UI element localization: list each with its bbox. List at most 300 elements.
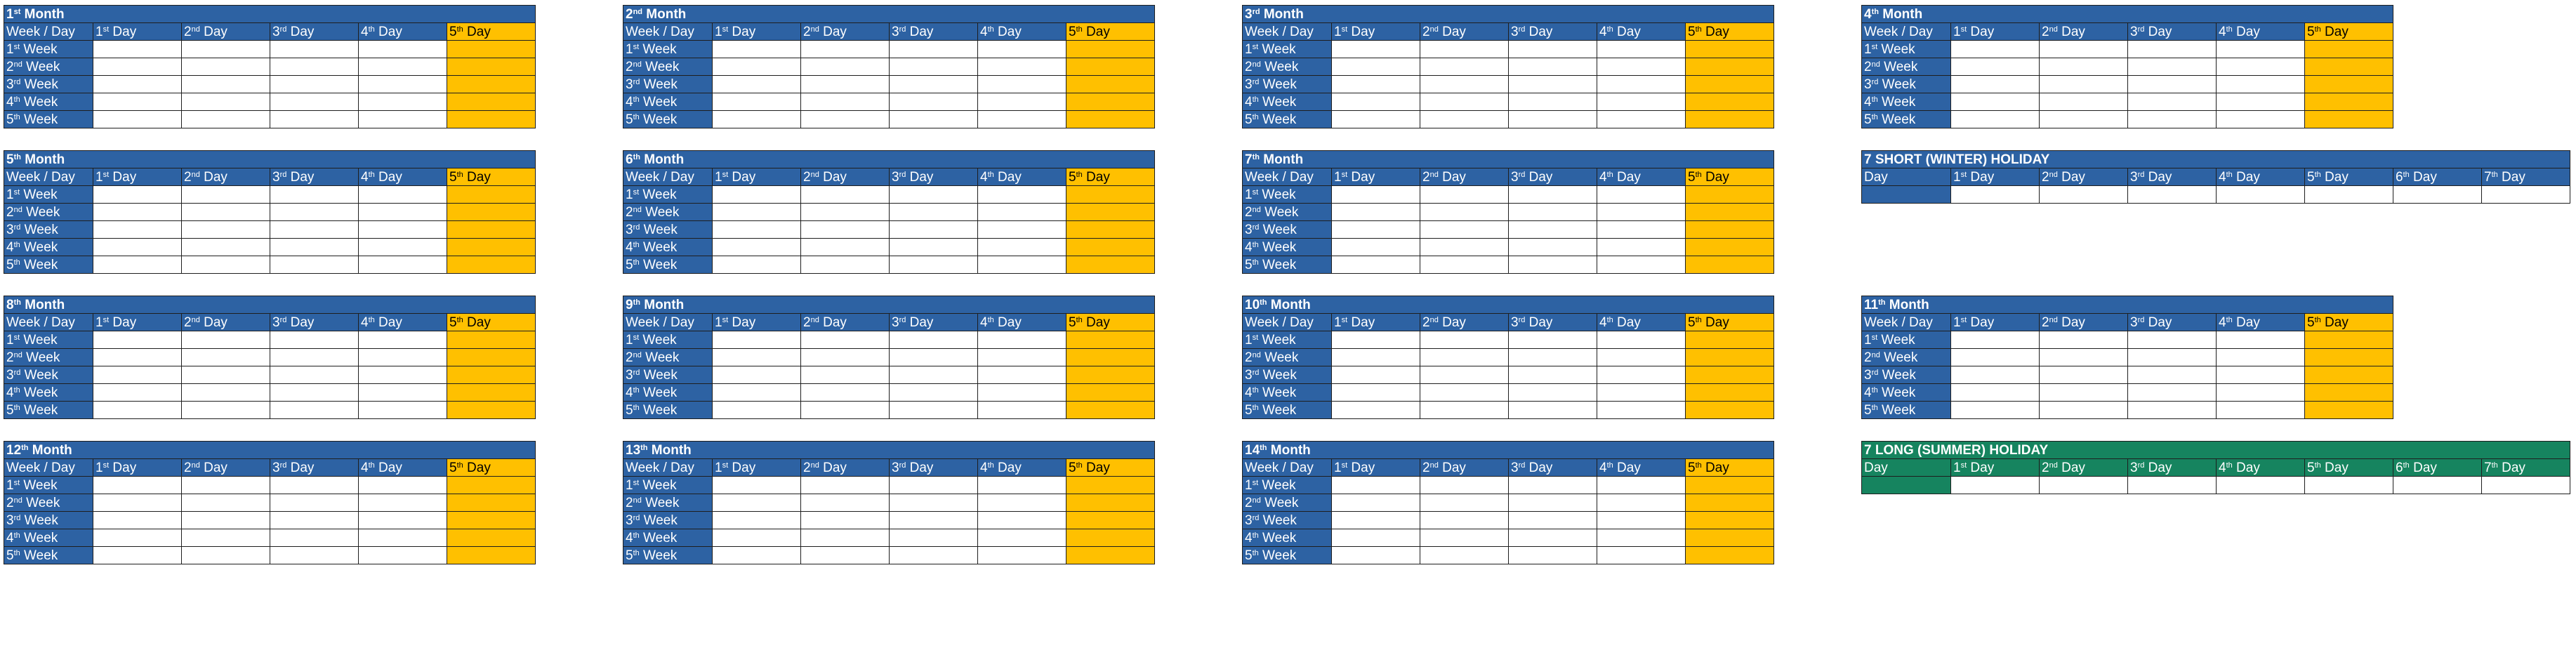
day-cell[interactable] <box>359 93 447 111</box>
day-cell[interactable] <box>447 402 536 419</box>
day-cell[interactable] <box>1066 494 1155 512</box>
holiday-day-cell[interactable] <box>1951 186 2040 204</box>
day-cell[interactable] <box>890 529 978 547</box>
day-cell[interactable] <box>1420 239 1509 256</box>
day-cell[interactable] <box>93 221 182 239</box>
day-cell[interactable] <box>1686 331 1774 349</box>
day-cell[interactable] <box>713 111 801 128</box>
day-cell[interactable] <box>359 384 447 402</box>
day-cell[interactable] <box>2128 366 2217 384</box>
day-cell[interactable] <box>978 256 1066 274</box>
day-cell[interactable] <box>270 204 359 221</box>
day-cell[interactable] <box>1951 76 2040 93</box>
day-cell[interactable] <box>270 111 359 128</box>
day-cell[interactable] <box>93 366 182 384</box>
day-cell[interactable] <box>2128 76 2217 93</box>
day-cell[interactable] <box>2217 41 2305 58</box>
day-cell[interactable] <box>1509 204 1597 221</box>
day-cell[interactable] <box>1597 366 1686 384</box>
day-cell[interactable] <box>1332 477 1420 494</box>
day-cell[interactable] <box>713 547 801 564</box>
day-cell[interactable] <box>801 547 890 564</box>
day-cell[interactable] <box>978 239 1066 256</box>
day-cell[interactable] <box>1420 186 1509 204</box>
holiday-day-cell[interactable] <box>2128 477 2217 494</box>
day-cell[interactable] <box>713 402 801 419</box>
day-cell[interactable] <box>890 366 978 384</box>
day-cell[interactable] <box>93 529 182 547</box>
day-cell[interactable] <box>1951 384 2040 402</box>
day-cell[interactable] <box>1420 547 1509 564</box>
day-cell[interactable] <box>2128 93 2217 111</box>
day-cell[interactable] <box>978 547 1066 564</box>
day-cell[interactable] <box>1509 366 1597 384</box>
day-cell[interactable] <box>2217 402 2305 419</box>
day-cell[interactable] <box>182 547 270 564</box>
day-cell[interactable] <box>1597 58 1686 76</box>
day-cell[interactable] <box>1332 93 1420 111</box>
day-cell[interactable] <box>447 111 536 128</box>
day-cell[interactable] <box>890 204 978 221</box>
day-cell[interactable] <box>890 111 978 128</box>
day-cell[interactable] <box>93 512 182 529</box>
day-cell[interactable] <box>182 221 270 239</box>
day-cell[interactable] <box>359 186 447 204</box>
day-cell[interactable] <box>182 58 270 76</box>
day-cell[interactable] <box>978 529 1066 547</box>
day-cell[interactable] <box>1597 186 1686 204</box>
day-cell[interactable] <box>2040 402 2128 419</box>
holiday-day-cell[interactable] <box>2482 477 2570 494</box>
day-cell[interactable] <box>1066 93 1155 111</box>
day-cell[interactable] <box>182 384 270 402</box>
day-cell[interactable] <box>2040 349 2128 366</box>
holiday-day-cell[interactable] <box>2040 477 2128 494</box>
day-cell[interactable] <box>1420 529 1509 547</box>
day-cell[interactable] <box>359 221 447 239</box>
day-cell[interactable] <box>1686 349 1774 366</box>
day-cell[interactable] <box>2040 384 2128 402</box>
day-cell[interactable] <box>2128 331 2217 349</box>
day-cell[interactable] <box>359 256 447 274</box>
day-cell[interactable] <box>1066 76 1155 93</box>
day-cell[interactable] <box>182 186 270 204</box>
day-cell[interactable] <box>2040 41 2128 58</box>
day-cell[interactable] <box>2128 111 2217 128</box>
day-cell[interactable] <box>1420 76 1509 93</box>
day-cell[interactable] <box>1066 384 1155 402</box>
day-cell[interactable] <box>270 512 359 529</box>
day-cell[interactable] <box>801 239 890 256</box>
day-cell[interactable] <box>182 477 270 494</box>
day-cell[interactable] <box>1332 402 1420 419</box>
day-cell[interactable] <box>1509 529 1597 547</box>
day-cell[interactable] <box>1597 256 1686 274</box>
day-cell[interactable] <box>1332 331 1420 349</box>
day-cell[interactable] <box>978 349 1066 366</box>
day-cell[interactable] <box>1686 41 1774 58</box>
day-cell[interactable] <box>447 204 536 221</box>
day-cell[interactable] <box>1420 402 1509 419</box>
day-cell[interactable] <box>2305 402 2393 419</box>
day-cell[interactable] <box>2040 111 2128 128</box>
day-cell[interactable] <box>801 366 890 384</box>
day-cell[interactable] <box>2217 331 2305 349</box>
day-cell[interactable] <box>1066 366 1155 384</box>
day-cell[interactable] <box>2305 58 2393 76</box>
day-cell[interactable] <box>1597 93 1686 111</box>
day-cell[interactable] <box>890 221 978 239</box>
day-cell[interactable] <box>1597 512 1686 529</box>
day-cell[interactable] <box>1686 529 1774 547</box>
day-cell[interactable] <box>890 186 978 204</box>
day-cell[interactable] <box>801 494 890 512</box>
day-cell[interactable] <box>447 384 536 402</box>
day-cell[interactable] <box>978 204 1066 221</box>
day-cell[interactable] <box>978 58 1066 76</box>
day-cell[interactable] <box>447 41 536 58</box>
day-cell[interactable] <box>1332 349 1420 366</box>
day-cell[interactable] <box>1686 384 1774 402</box>
day-cell[interactable] <box>1420 494 1509 512</box>
day-cell[interactable] <box>359 512 447 529</box>
day-cell[interactable] <box>1597 402 1686 419</box>
day-cell[interactable] <box>93 76 182 93</box>
day-cell[interactable] <box>93 111 182 128</box>
day-cell[interactable] <box>270 402 359 419</box>
day-cell[interactable] <box>2217 349 2305 366</box>
day-cell[interactable] <box>93 494 182 512</box>
day-cell[interactable] <box>182 41 270 58</box>
day-cell[interactable] <box>1597 384 1686 402</box>
day-cell[interactable] <box>1597 349 1686 366</box>
day-cell[interactable] <box>1951 93 2040 111</box>
day-cell[interactable] <box>1066 186 1155 204</box>
day-cell[interactable] <box>447 349 536 366</box>
day-cell[interactable] <box>1509 512 1597 529</box>
day-cell[interactable] <box>890 41 978 58</box>
day-cell[interactable] <box>1951 331 2040 349</box>
day-cell[interactable] <box>93 349 182 366</box>
day-cell[interactable] <box>890 239 978 256</box>
day-cell[interactable] <box>1332 76 1420 93</box>
day-cell[interactable] <box>1597 41 1686 58</box>
day-cell[interactable] <box>1951 111 2040 128</box>
day-cell[interactable] <box>1686 494 1774 512</box>
day-cell[interactable] <box>2217 384 2305 402</box>
day-cell[interactable] <box>182 204 270 221</box>
day-cell[interactable] <box>890 76 978 93</box>
day-cell[interactable] <box>1597 477 1686 494</box>
day-cell[interactable] <box>1332 204 1420 221</box>
day-cell[interactable] <box>1066 547 1155 564</box>
day-cell[interactable] <box>359 111 447 128</box>
day-cell[interactable] <box>270 529 359 547</box>
day-cell[interactable] <box>2217 366 2305 384</box>
day-cell[interactable] <box>182 494 270 512</box>
day-cell[interactable] <box>1509 186 1597 204</box>
day-cell[interactable] <box>447 239 536 256</box>
day-cell[interactable] <box>1686 58 1774 76</box>
day-cell[interactable] <box>801 529 890 547</box>
day-cell[interactable] <box>447 256 536 274</box>
day-cell[interactable] <box>978 41 1066 58</box>
day-cell[interactable] <box>359 76 447 93</box>
day-cell[interactable] <box>2217 58 2305 76</box>
day-cell[interactable] <box>801 512 890 529</box>
day-cell[interactable] <box>447 331 536 349</box>
day-cell[interactable] <box>2128 384 2217 402</box>
holiday-day-cell[interactable] <box>2040 186 2128 204</box>
day-cell[interactable] <box>1509 547 1597 564</box>
day-cell[interactable] <box>1066 529 1155 547</box>
day-cell[interactable] <box>978 111 1066 128</box>
day-cell[interactable] <box>447 366 536 384</box>
day-cell[interactable] <box>270 349 359 366</box>
day-cell[interactable] <box>1332 41 1420 58</box>
day-cell[interactable] <box>1509 477 1597 494</box>
day-cell[interactable] <box>890 547 978 564</box>
day-cell[interactable] <box>1332 529 1420 547</box>
day-cell[interactable] <box>1597 221 1686 239</box>
day-cell[interactable] <box>1951 366 2040 384</box>
day-cell[interactable] <box>713 494 801 512</box>
day-cell[interactable] <box>1420 204 1509 221</box>
day-cell[interactable] <box>1332 547 1420 564</box>
day-cell[interactable] <box>1686 477 1774 494</box>
day-cell[interactable] <box>447 477 536 494</box>
day-cell[interactable] <box>1420 384 1509 402</box>
day-cell[interactable] <box>1420 93 1509 111</box>
day-cell[interactable] <box>447 529 536 547</box>
day-cell[interactable] <box>1332 239 1420 256</box>
day-cell[interactable] <box>801 221 890 239</box>
day-cell[interactable] <box>1332 58 1420 76</box>
day-cell[interactable] <box>182 76 270 93</box>
day-cell[interactable] <box>978 402 1066 419</box>
day-cell[interactable] <box>447 221 536 239</box>
day-cell[interactable] <box>1686 204 1774 221</box>
day-cell[interactable] <box>713 384 801 402</box>
day-cell[interactable] <box>1686 76 1774 93</box>
day-cell[interactable] <box>1686 239 1774 256</box>
day-cell[interactable] <box>1686 93 1774 111</box>
day-cell[interactable] <box>1420 331 1509 349</box>
day-cell[interactable] <box>2305 349 2393 366</box>
day-cell[interactable] <box>93 547 182 564</box>
day-cell[interactable] <box>1951 58 2040 76</box>
day-cell[interactable] <box>2040 58 2128 76</box>
day-cell[interactable] <box>447 93 536 111</box>
day-cell[interactable] <box>713 366 801 384</box>
day-cell[interactable] <box>1066 256 1155 274</box>
day-cell[interactable] <box>93 93 182 111</box>
day-cell[interactable] <box>713 221 801 239</box>
day-cell[interactable] <box>93 256 182 274</box>
day-cell[interactable] <box>270 186 359 204</box>
day-cell[interactable] <box>978 186 1066 204</box>
day-cell[interactable] <box>359 58 447 76</box>
day-cell[interactable] <box>447 512 536 529</box>
day-cell[interactable] <box>1509 111 1597 128</box>
day-cell[interactable] <box>978 366 1066 384</box>
day-cell[interactable] <box>890 256 978 274</box>
day-cell[interactable] <box>270 93 359 111</box>
day-cell[interactable] <box>447 76 536 93</box>
holiday-day-cell[interactable] <box>2393 186 2482 204</box>
day-cell[interactable] <box>1332 186 1420 204</box>
day-cell[interactable] <box>2128 41 2217 58</box>
day-cell[interactable] <box>1420 477 1509 494</box>
day-cell[interactable] <box>1509 239 1597 256</box>
holiday-day-cell[interactable] <box>2305 477 2393 494</box>
day-cell[interactable] <box>270 366 359 384</box>
day-cell[interactable] <box>2128 402 2217 419</box>
day-cell[interactable] <box>359 41 447 58</box>
day-cell[interactable] <box>270 239 359 256</box>
day-cell[interactable] <box>1686 512 1774 529</box>
day-cell[interactable] <box>713 58 801 76</box>
day-cell[interactable] <box>713 239 801 256</box>
day-cell[interactable] <box>2217 111 2305 128</box>
day-cell[interactable] <box>2305 331 2393 349</box>
day-cell[interactable] <box>801 331 890 349</box>
day-cell[interactable] <box>1509 93 1597 111</box>
day-cell[interactable] <box>1509 494 1597 512</box>
day-cell[interactable] <box>270 477 359 494</box>
day-cell[interactable] <box>1066 331 1155 349</box>
day-cell[interactable] <box>2217 93 2305 111</box>
day-cell[interactable] <box>1066 41 1155 58</box>
day-cell[interactable] <box>447 494 536 512</box>
day-cell[interactable] <box>1509 76 1597 93</box>
day-cell[interactable] <box>1509 384 1597 402</box>
day-cell[interactable] <box>1066 221 1155 239</box>
day-cell[interactable] <box>93 186 182 204</box>
day-cell[interactable] <box>93 384 182 402</box>
day-cell[interactable] <box>270 547 359 564</box>
day-cell[interactable] <box>978 477 1066 494</box>
day-cell[interactable] <box>801 349 890 366</box>
day-cell[interactable] <box>359 547 447 564</box>
day-cell[interactable] <box>1420 256 1509 274</box>
day-cell[interactable] <box>1420 349 1509 366</box>
day-cell[interactable] <box>978 93 1066 111</box>
day-cell[interactable] <box>1597 494 1686 512</box>
day-cell[interactable] <box>1420 512 1509 529</box>
day-cell[interactable] <box>1420 58 1509 76</box>
day-cell[interactable] <box>1066 402 1155 419</box>
day-cell[interactable] <box>890 384 978 402</box>
day-cell[interactable] <box>359 331 447 349</box>
day-cell[interactable] <box>978 221 1066 239</box>
day-cell[interactable] <box>713 512 801 529</box>
day-cell[interactable] <box>713 204 801 221</box>
day-cell[interactable] <box>2305 111 2393 128</box>
day-cell[interactable] <box>447 547 536 564</box>
day-cell[interactable] <box>1066 349 1155 366</box>
day-cell[interactable] <box>1686 547 1774 564</box>
day-cell[interactable] <box>1509 331 1597 349</box>
day-cell[interactable] <box>1332 221 1420 239</box>
day-cell[interactable] <box>1686 366 1774 384</box>
day-cell[interactable] <box>713 41 801 58</box>
day-cell[interactable] <box>1066 111 1155 128</box>
day-cell[interactable] <box>1420 111 1509 128</box>
day-cell[interactable] <box>93 331 182 349</box>
day-cell[interactable] <box>182 349 270 366</box>
day-cell[interactable] <box>2040 366 2128 384</box>
day-cell[interactable] <box>1686 186 1774 204</box>
day-cell[interactable] <box>713 477 801 494</box>
holiday-day-cell[interactable] <box>1951 477 2040 494</box>
day-cell[interactable] <box>2305 366 2393 384</box>
day-cell[interactable] <box>1686 221 1774 239</box>
day-cell[interactable] <box>1332 494 1420 512</box>
day-cell[interactable] <box>1509 58 1597 76</box>
day-cell[interactable] <box>182 512 270 529</box>
day-cell[interactable] <box>1686 111 1774 128</box>
day-cell[interactable] <box>978 331 1066 349</box>
day-cell[interactable] <box>978 494 1066 512</box>
day-cell[interactable] <box>890 331 978 349</box>
day-cell[interactable] <box>890 494 978 512</box>
day-cell[interactable] <box>182 111 270 128</box>
holiday-day-cell[interactable] <box>2217 477 2305 494</box>
day-cell[interactable] <box>359 529 447 547</box>
day-cell[interactable] <box>801 186 890 204</box>
day-cell[interactable] <box>2305 76 2393 93</box>
day-cell[interactable] <box>713 93 801 111</box>
day-cell[interactable] <box>447 186 536 204</box>
day-cell[interactable] <box>1332 512 1420 529</box>
day-cell[interactable] <box>1597 76 1686 93</box>
day-cell[interactable] <box>978 512 1066 529</box>
day-cell[interactable] <box>359 366 447 384</box>
day-cell[interactable] <box>890 477 978 494</box>
day-cell[interactable] <box>801 204 890 221</box>
day-cell[interactable] <box>1332 256 1420 274</box>
day-cell[interactable] <box>182 402 270 419</box>
day-cell[interactable] <box>270 331 359 349</box>
day-cell[interactable] <box>2305 384 2393 402</box>
day-cell[interactable] <box>182 93 270 111</box>
day-cell[interactable] <box>359 402 447 419</box>
day-cell[interactable] <box>93 58 182 76</box>
day-cell[interactable] <box>1597 204 1686 221</box>
day-cell[interactable] <box>1332 366 1420 384</box>
day-cell[interactable] <box>270 384 359 402</box>
day-cell[interactable] <box>713 331 801 349</box>
day-cell[interactable] <box>801 477 890 494</box>
day-cell[interactable] <box>359 494 447 512</box>
day-cell[interactable] <box>801 93 890 111</box>
day-cell[interactable] <box>93 239 182 256</box>
day-cell[interactable] <box>890 349 978 366</box>
day-cell[interactable] <box>801 402 890 419</box>
day-cell[interactable] <box>359 239 447 256</box>
day-cell[interactable] <box>270 58 359 76</box>
day-cell[interactable] <box>1420 366 1509 384</box>
day-cell[interactable] <box>890 512 978 529</box>
day-cell[interactable] <box>1066 239 1155 256</box>
day-cell[interactable] <box>1420 41 1509 58</box>
day-cell[interactable] <box>270 76 359 93</box>
day-cell[interactable] <box>1509 256 1597 274</box>
day-cell[interactable] <box>1951 402 2040 419</box>
day-cell[interactable] <box>1509 349 1597 366</box>
day-cell[interactable] <box>1686 402 1774 419</box>
